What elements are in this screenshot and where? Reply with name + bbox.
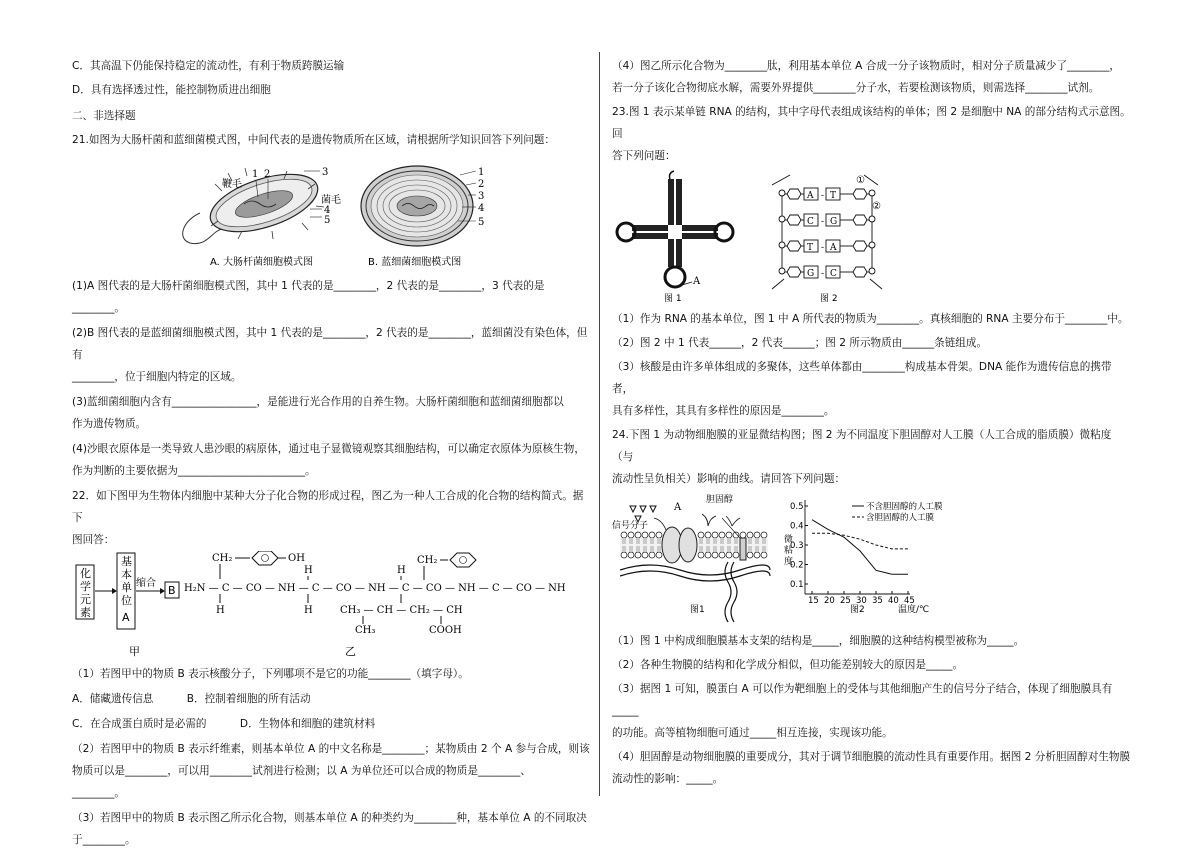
ecoli-cell-illustration xyxy=(183,163,341,268)
phospholipid-head xyxy=(649,532,655,538)
cyano-number-3: 3 xyxy=(478,191,485,202)
phospholipid-head xyxy=(754,552,760,558)
q22-stem-a: 22．如下图甲为生物体内细胞中某种大分子化合物的形成过程，图乙为一种人工合成的化合物的结构简式。据下 xyxy=(72,490,584,524)
right-column xyxy=(612,55,1132,790)
cyano-number-2: 2 xyxy=(478,179,485,190)
base-t: T xyxy=(830,191,837,201)
svg-text:单: 单 xyxy=(121,581,132,594)
left-column xyxy=(72,55,590,851)
column-divider xyxy=(599,52,600,796)
b-box-label: B xyxy=(168,584,176,597)
flagellum-label: 鞭毛 xyxy=(222,179,242,190)
q24-sub1: （1）图 1 中构成细胞膜基本支架的结构是_____，细胞膜的这种结构模型被称为_____。 xyxy=(612,635,1025,647)
phospholipid-head xyxy=(740,532,746,538)
q22-options-row1 xyxy=(72,688,590,710)
q22-option-b: B．控制着细胞的所有活动 xyxy=(186,693,311,705)
q22-sub4a: （4）图乙所示化合物为________肽，利用基本单位 A 合成一分子该物质时，相对分子质量减少了________， xyxy=(612,60,1121,72)
yi-h-4: H xyxy=(397,565,406,576)
q21-sub4b: 作为判断的主要依据为________________________。 xyxy=(72,465,316,477)
q21-sub1: (1)A 图代表的是大肠杆菌细胞模式图，其中 1 代表的是________，2 代表的是________，3 代表的是________。 xyxy=(72,280,545,314)
phospholipid-head xyxy=(698,532,704,538)
svg-text:元: 元 xyxy=(80,593,91,606)
yi-h-1: H xyxy=(216,605,225,616)
phospholipid-head xyxy=(712,532,718,538)
yi-top-ch2: CH₂ xyxy=(212,553,233,564)
q21-figure xyxy=(72,151,590,273)
bacteria-diagrams xyxy=(72,151,590,273)
y-tick-label: 0.5 xyxy=(790,502,804,512)
q22-sub4b: 若一分子该化合物彻底水解，需要外界提供________分子水，若要检测该物质，则需选择________试剂。 xyxy=(612,82,1100,94)
y-tick-label: 0.1 xyxy=(790,580,804,590)
phospholipid-head xyxy=(726,532,732,538)
membrane-label-a: A xyxy=(674,502,682,513)
left-backbone xyxy=(779,189,801,277)
cholesterol-molecule xyxy=(740,538,746,560)
ecoli-caption: A. 大肠杆菌细胞模式图 xyxy=(210,257,314,268)
fig2-caption: 图 2 xyxy=(820,294,838,304)
chart-series xyxy=(812,520,908,575)
yi-oh: OH xyxy=(288,553,305,564)
base-c: C xyxy=(807,217,814,227)
ecoli-number-3: 3 xyxy=(322,167,329,178)
q21-sub2b: ________，位于细胞内特定的区域。 xyxy=(72,371,242,383)
q23-stem-b: 答下列问题： xyxy=(612,150,676,162)
yi-backbone: H₂N — C — CO — NH — C — CO — NH — C — CO — NH — C — CO — NH xyxy=(184,583,566,594)
fig1-caption: 图 1 xyxy=(664,294,682,304)
y-axis-label: 微粘度 xyxy=(612,490,615,491)
q22-sub2b: 物质可以是________，可以用________试剂进行检测；以 A 为单位还可以合成的物质是________、 xyxy=(72,765,531,777)
phospholipid-head xyxy=(621,532,627,538)
q24-sub4b: 流动性的影响：_____。 xyxy=(612,773,724,785)
legend-label-no-cholesterol: 不含胆固醇的人工膜 xyxy=(866,502,943,512)
q22-figure xyxy=(72,551,590,661)
ecoli-number-2: 2 xyxy=(264,169,271,180)
q23-sub2: （2）图 2 中 1 代表______，2 代表______；图 2 所示物质由______条链组成。 xyxy=(612,337,988,349)
q22-sub2c: ________。 xyxy=(72,787,125,799)
series-line-cholesterol xyxy=(812,533,908,549)
chart-legend xyxy=(852,501,943,523)
base-g: G xyxy=(830,217,838,227)
svg-text:本: 本 xyxy=(121,568,132,581)
condensation-label: 缩合 xyxy=(136,578,156,589)
q23-figure xyxy=(612,167,1132,305)
phospholipid-head xyxy=(761,552,767,558)
phospholipid-head xyxy=(719,532,725,538)
q23-stem-a: 23.图 1 表示某单链 RNA 的结构，其中字母代表组成该结构的单体；图 2 是细胞中 NA 的部分结构式示意图。回 xyxy=(612,106,1131,140)
cyano-number-1: 1 xyxy=(478,167,485,178)
yi-cooh: COOH xyxy=(429,625,462,636)
signal-molecule-label: 信号分子 xyxy=(612,521,649,531)
base-g2: G xyxy=(807,269,815,279)
phospholipid-head xyxy=(698,552,704,558)
q22-stem-b: 图回答： xyxy=(72,534,115,546)
base-c2: C xyxy=(830,269,837,279)
phospholipid-head xyxy=(656,532,662,538)
dna-structure xyxy=(772,175,882,289)
series-line-no-cholesterol xyxy=(812,520,908,575)
base-a: A xyxy=(807,191,814,201)
fig2-mark-1: ① xyxy=(856,175,865,186)
q22-sub1: （1）若图甲中的物质 B 表示核酸分子，下列哪项不是它的功能________（填字母）。 xyxy=(72,668,469,680)
q22-option-d: D．生物体和细胞的建筑材料 xyxy=(239,718,376,730)
x-tick-label: 20 xyxy=(824,596,835,606)
q22-sub3b: 于________。 xyxy=(72,834,136,846)
q22-option-c: C．在合成蛋白质时是必需的 xyxy=(72,718,207,730)
x-tick-label: 15 xyxy=(808,596,819,606)
y-axis-label-3: 度 xyxy=(784,557,794,567)
q24-sub4a: （4）胆固醇是动物细胞膜的重要成分，其对于调节细胞膜的流动性具有重要作用。据图 2 分析胆固醇对生物膜 xyxy=(612,751,1131,763)
phospholipid-head xyxy=(719,552,725,558)
phospholipid-head xyxy=(656,552,662,558)
protein-a2 xyxy=(679,528,697,562)
svg-text:素: 素 xyxy=(80,606,91,619)
base-a2: A xyxy=(830,243,837,253)
cyano-number-5: 5 xyxy=(478,217,485,228)
x-tick-label: 45 xyxy=(904,596,915,606)
y-tick-label: 0.3 xyxy=(790,541,804,551)
y-tick-label: 0.2 xyxy=(790,560,804,571)
q24-stem-b: 流动性呈负相关）影响的曲线。请回答下列问题： xyxy=(612,473,846,485)
option-c: C．其高温下仍能保持稳定的流动性，有利于物质跨膜运输 xyxy=(72,60,345,72)
x-tick-label: 25 xyxy=(840,596,851,606)
chart-fig-caption: 图2 xyxy=(850,605,865,615)
q24-sub2: （2）各种生物膜的结构和化学成分相似，但功能差别较大的原因是_____。 xyxy=(612,659,964,671)
phospholipid-head xyxy=(621,552,627,558)
x-axis-label: 温度/℃ xyxy=(898,605,930,615)
q21-sub4a: (4)沙眼衣原体是一类导致人患沙眼的病原体，通过电子显微镜观察其细胞结构，可以确定衣原体为原核生物， xyxy=(72,443,585,455)
phospholipid-head xyxy=(761,532,767,538)
cyano-number-4: 4 xyxy=(478,203,485,214)
yi-structural-formula xyxy=(184,551,566,658)
phospholipid-head xyxy=(642,552,648,558)
phospholipid-head xyxy=(733,532,739,538)
q24-stem-a: 24.下图 1 为动物细胞膜的亚显微结构图；图 2 为不同温度下胆固醇对人工膜（人工合成的脂质膜）微粘度（与 xyxy=(612,429,1112,463)
x-tick-label: 40 xyxy=(888,596,899,606)
q23-diagrams xyxy=(612,167,1132,305)
x-tick-label: 30 xyxy=(856,596,867,606)
base-t2: T xyxy=(807,243,814,253)
q21-sub3a: (3)蓝细菌细胞内含有________________，是能进行光合作用的自养生物。大肠杆菌细胞和蓝细菌细胞都以 xyxy=(72,396,564,408)
yi-ch2-right: CH₂ xyxy=(417,555,438,566)
q22-diagrams xyxy=(72,551,590,661)
phospholipid-head xyxy=(705,552,711,558)
phospholipid-head xyxy=(635,532,641,538)
x-tick-label: 35 xyxy=(872,596,883,606)
q22-sub3a: （3）若图甲中的物质 B 表示图乙所示化合物，则基本单位 A 的种类约为________种，基本单位 A 的不同取决 xyxy=(72,812,587,824)
q21-sub3b: 作为遗传物质。 xyxy=(72,418,147,430)
svg-text:位: 位 xyxy=(121,594,132,607)
phospholipid-head xyxy=(635,552,641,558)
jia-flow-diagram xyxy=(76,553,179,658)
cyanobacteria-cell-illustration xyxy=(361,166,484,268)
q24-diagrams xyxy=(612,490,1132,626)
option-d: D．具有选择透过性，能控制物质进出细胞 xyxy=(72,84,271,96)
q21-stem: 21.如图为大肠杆菌和蓝细菌模式图，中间代表的是遗传物质所在区域，请根据所学知识回答下列问题： xyxy=(72,134,555,146)
trna-structure xyxy=(617,171,733,287)
q23-sub3a: （3）核酸是由许多单体组成的多聚体，这些单体都由________构成基本骨架。DNA 能作为遗传信息的携带者， xyxy=(612,361,1112,395)
phospholipid-head xyxy=(726,552,732,558)
q23-sub1: （1）作为 RNA 的基本单位，图 1 中 A 所代表的物质为________。真核细胞的 RNA 主要分布于________中。 xyxy=(612,313,1129,325)
section-title: 二、非选择题 xyxy=(72,110,136,122)
q22-sub2a: （2）若图甲中的物质 B 表示纤维素，则基本单位 A 的中文名称是________；某物质由 2 个 A 参与合成，则该 xyxy=(72,743,590,755)
phospholipid-head xyxy=(628,532,634,538)
q23-sub3b: 具有多样性，其具有多样性的原因是________。 xyxy=(612,405,835,417)
svg-text:化: 化 xyxy=(80,567,91,580)
phospholipid-head xyxy=(754,532,760,538)
q24-figure xyxy=(612,490,1132,626)
viscosity-chart xyxy=(612,490,943,615)
q22-option-a: A．储藏遗传信息 xyxy=(72,693,154,705)
svg-text:-: - xyxy=(821,191,825,201)
svg-text:A: A xyxy=(122,611,130,624)
svg-text:-: - xyxy=(821,243,825,253)
yi-h-2: H xyxy=(304,565,313,576)
y-axis-label-1: 微 xyxy=(784,535,794,545)
phospholipid-head xyxy=(733,552,739,558)
svg-text:-: - xyxy=(821,269,825,279)
phospholipid-head xyxy=(705,532,711,538)
ecoli-number-5: 5 xyxy=(324,215,331,226)
q21-sub2a: (2)B 图代表的是蓝细菌细胞模式图，其中 1 代表的是________，2 代表的是________，蓝细菌没有染色体，但有 xyxy=(72,327,588,361)
q24-sub3b: 的功能。高等植物细胞可通过_____相互连接，实现该功能。 xyxy=(612,727,893,739)
phospholipid-head xyxy=(712,552,718,558)
y-axis-label-2: 粘 xyxy=(784,546,794,556)
pili-label: 菌毛 xyxy=(321,195,341,206)
yi-side-chain: CH₃ — CH — CH₂ — CH xyxy=(340,605,463,616)
phospholipid-head xyxy=(628,552,634,558)
phospholipid-head xyxy=(747,532,753,538)
membrane-fig-caption: 图1 xyxy=(690,605,705,615)
yi-ch3: CH₃ xyxy=(355,625,376,636)
svg-text:学: 学 xyxy=(80,580,91,593)
cell-membrane-diagram xyxy=(612,493,770,622)
svg-text:-: - xyxy=(821,217,825,227)
yi-caption: 乙 xyxy=(345,645,356,658)
ecoli-number-4: 4 xyxy=(324,205,331,216)
cyano-caption: B. 蓝细菌细胞模式图 xyxy=(368,257,462,268)
legend-label-cholesterol: 含胆固醇的人工膜 xyxy=(866,513,935,523)
ecoli-number-1: 1 xyxy=(252,169,259,180)
fig2-mark-2: ② xyxy=(872,201,881,212)
q22-options-row2 xyxy=(72,713,590,735)
phospholipid-head xyxy=(642,532,648,538)
fig1-label-a: A xyxy=(693,276,701,287)
cholesterol-label: 胆固醇 xyxy=(706,495,734,505)
q24-sub3a: （3）据图 1 可知，膜蛋白 A 可以作为靶细胞上的受体与其他细胞产生的信号分子结合，体现了细胞膜具有_____ xyxy=(612,683,1113,717)
phospholipid-head xyxy=(649,552,655,558)
svg-text:基: 基 xyxy=(121,555,132,568)
jia-caption: 甲 xyxy=(129,645,140,658)
phospholipid-head xyxy=(747,552,753,558)
y-tick-label: 0.4 xyxy=(790,521,804,532)
yi-h-3: H xyxy=(304,605,313,616)
